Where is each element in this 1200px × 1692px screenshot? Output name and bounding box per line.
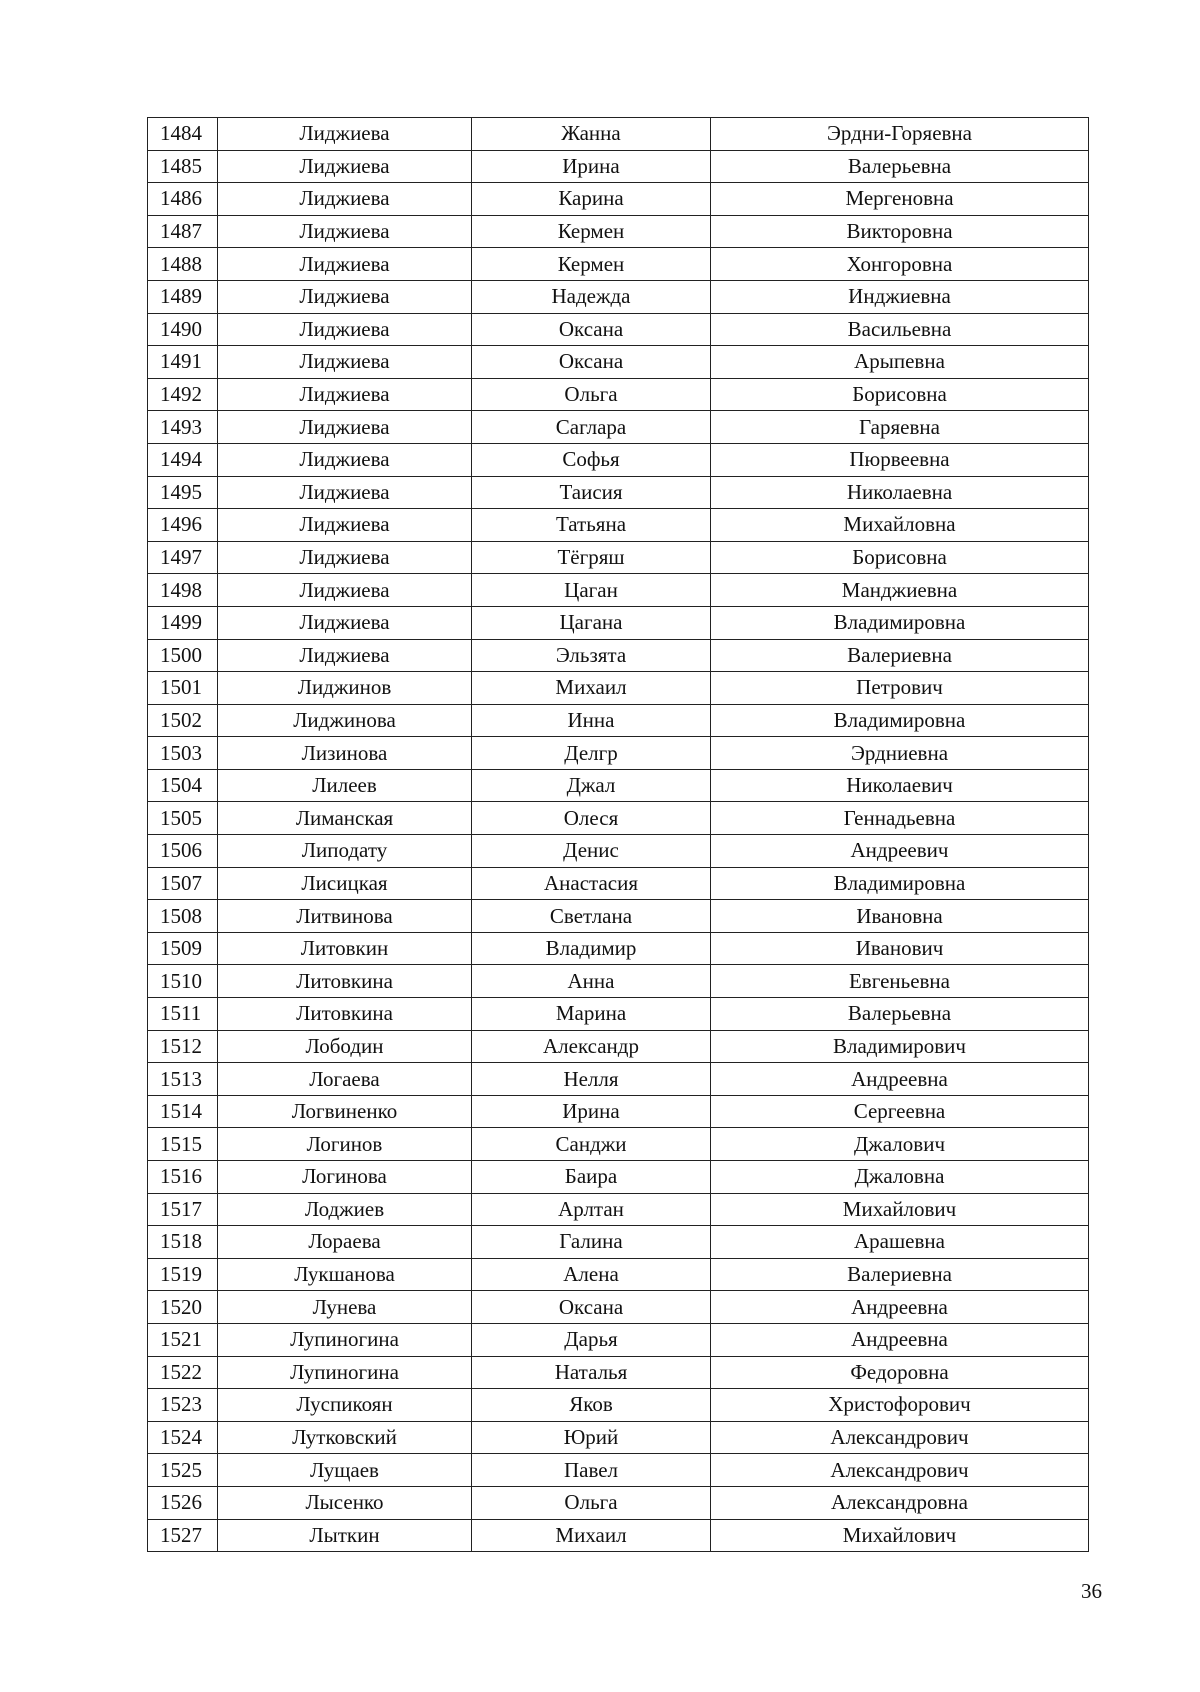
table-row bbox=[148, 378, 1089, 411]
page-number: 36 bbox=[1081, 1579, 1102, 1603]
patronymic-cell: Андреевна bbox=[711, 1063, 1089, 1096]
row-number-cell: 1511 bbox=[148, 998, 218, 1031]
table-row bbox=[148, 118, 1089, 151]
first-name-cell: Нелля bbox=[472, 1063, 711, 1096]
table-row bbox=[148, 672, 1089, 705]
last-name-cell: Лупиногина bbox=[218, 1323, 472, 1356]
row-number-cell: 1501 bbox=[148, 672, 218, 705]
row-number-cell: 1493 bbox=[148, 411, 218, 444]
first-name-cell: Владимир bbox=[472, 932, 711, 965]
patronymic-cell: Хонгоровна bbox=[711, 248, 1089, 281]
first-name-cell: Ирина bbox=[472, 1095, 711, 1128]
table-row bbox=[148, 1128, 1089, 1161]
first-name-cell: Кермен bbox=[472, 215, 711, 248]
last-name-cell: Лиджиева bbox=[218, 574, 472, 607]
table-row bbox=[148, 541, 1089, 574]
patronymic-cell: Александрович bbox=[711, 1421, 1089, 1454]
patronymic-cell: Петрович bbox=[711, 672, 1089, 705]
patronymic-cell: Иванович bbox=[711, 932, 1089, 965]
table-row bbox=[148, 1323, 1089, 1356]
first-name-cell: Арлтан bbox=[472, 1193, 711, 1226]
first-name-cell: Оксана bbox=[472, 346, 711, 379]
table-row bbox=[148, 1356, 1089, 1389]
first-name-cell: Таисия bbox=[472, 476, 711, 509]
table-row bbox=[148, 183, 1089, 216]
row-number-cell: 1494 bbox=[148, 443, 218, 476]
last-name-cell: Лилеев bbox=[218, 769, 472, 802]
last-name-cell: Литовкина bbox=[218, 998, 472, 1031]
patronymic-cell: Эрдниевна bbox=[711, 737, 1089, 770]
first-name-cell: Оксана bbox=[472, 313, 711, 346]
last-name-cell: Логинова bbox=[218, 1161, 472, 1194]
table-row bbox=[148, 1095, 1089, 1128]
first-name-cell: Анна bbox=[472, 965, 711, 998]
patronymic-cell: Владимировна bbox=[711, 606, 1089, 639]
first-name-cell: Юрий bbox=[472, 1421, 711, 1454]
patronymic-cell: Валериевна bbox=[711, 639, 1089, 672]
last-name-cell: Логвиненко bbox=[218, 1095, 472, 1128]
patronymic-cell: Гаряевна bbox=[711, 411, 1089, 444]
row-number-cell: 1486 bbox=[148, 183, 218, 216]
table-row bbox=[148, 769, 1089, 802]
first-name-cell: Кермен bbox=[472, 248, 711, 281]
patronymic-cell: Ивановна bbox=[711, 900, 1089, 933]
row-number-cell: 1499 bbox=[148, 606, 218, 639]
first-name-cell: Александр bbox=[472, 1030, 711, 1063]
patronymic-cell: Борисовна bbox=[711, 378, 1089, 411]
table-row bbox=[148, 1030, 1089, 1063]
table-row bbox=[148, 737, 1089, 770]
last-name-cell: Лиджиева bbox=[218, 541, 472, 574]
row-number-cell: 1492 bbox=[148, 378, 218, 411]
last-name-cell: Липодату bbox=[218, 835, 472, 868]
table-row bbox=[148, 443, 1089, 476]
table-row bbox=[148, 411, 1089, 444]
patronymic-cell: Джалович bbox=[711, 1128, 1089, 1161]
last-name-cell: Лыткин bbox=[218, 1519, 472, 1552]
row-number-cell: 1500 bbox=[148, 639, 218, 672]
last-name-cell: Литовкина bbox=[218, 965, 472, 998]
row-number-cell: 1496 bbox=[148, 509, 218, 542]
row-number-cell: 1514 bbox=[148, 1095, 218, 1128]
patronymic-cell: Васильевна bbox=[711, 313, 1089, 346]
row-number-cell: 1519 bbox=[148, 1258, 218, 1291]
table-row bbox=[148, 150, 1089, 183]
first-name-cell: Жанна bbox=[472, 118, 711, 151]
table-row bbox=[148, 704, 1089, 737]
last-name-cell: Лиджиева bbox=[218, 248, 472, 281]
table-row bbox=[148, 248, 1089, 281]
patronymic-cell: Николаевна bbox=[711, 476, 1089, 509]
row-number-cell: 1520 bbox=[148, 1291, 218, 1324]
row-number-cell: 1498 bbox=[148, 574, 218, 607]
table-row bbox=[148, 1389, 1089, 1422]
row-number-cell: 1516 bbox=[148, 1161, 218, 1194]
patronymic-cell: Евгеньевна bbox=[711, 965, 1089, 998]
table-row bbox=[148, 313, 1089, 346]
patronymic-cell: Андреевна bbox=[711, 1291, 1089, 1324]
first-name-cell: Татьяна bbox=[472, 509, 711, 542]
patronymic-cell: Андреевна bbox=[711, 1323, 1089, 1356]
table-row bbox=[148, 1421, 1089, 1454]
first-name-cell: Михаил bbox=[472, 672, 711, 705]
row-number-cell: 1491 bbox=[148, 346, 218, 379]
first-name-cell: Денис bbox=[472, 835, 711, 868]
row-number-cell: 1490 bbox=[148, 313, 218, 346]
last-name-cell: Лиджиева bbox=[218, 215, 472, 248]
patronymic-cell: Владимировна bbox=[711, 867, 1089, 900]
last-name-cell: Лиджиева bbox=[218, 183, 472, 216]
last-name-cell: Лиджинов bbox=[218, 672, 472, 705]
patronymic-cell: Михайлович bbox=[711, 1193, 1089, 1226]
last-name-cell: Лисицкая bbox=[218, 867, 472, 900]
row-number-cell: 1522 bbox=[148, 1356, 218, 1389]
row-number-cell: 1503 bbox=[148, 737, 218, 770]
table-row bbox=[148, 802, 1089, 835]
patronymic-cell: Борисовна bbox=[711, 541, 1089, 574]
last-name-cell: Лысенко bbox=[218, 1486, 472, 1519]
row-number-cell: 1489 bbox=[148, 280, 218, 313]
table-row bbox=[148, 639, 1089, 672]
last-name-cell: Лиджиева bbox=[218, 509, 472, 542]
row-number-cell: 1512 bbox=[148, 1030, 218, 1063]
table-row bbox=[148, 965, 1089, 998]
row-number-cell: 1488 bbox=[148, 248, 218, 281]
first-name-cell: Оксана bbox=[472, 1291, 711, 1324]
first-name-cell: Надежда bbox=[472, 280, 711, 313]
table-row bbox=[148, 476, 1089, 509]
last-name-cell: Лупиногина bbox=[218, 1356, 472, 1389]
first-name-cell: Тёгряш bbox=[472, 541, 711, 574]
table-row bbox=[148, 900, 1089, 933]
table-row bbox=[148, 1486, 1089, 1519]
table-row bbox=[148, 998, 1089, 1031]
last-name-cell: Лизинова bbox=[218, 737, 472, 770]
table-row bbox=[148, 1519, 1089, 1552]
last-name-cell: Лиджиева bbox=[218, 150, 472, 183]
row-number-cell: 1527 bbox=[148, 1519, 218, 1552]
last-name-cell: Лущаев bbox=[218, 1454, 472, 1487]
patronymic-cell: Владимирович bbox=[711, 1030, 1089, 1063]
patronymic-cell: Джаловна bbox=[711, 1161, 1089, 1194]
first-name-cell: Эльзята bbox=[472, 639, 711, 672]
last-name-cell: Лораева bbox=[218, 1226, 472, 1259]
patronymic-cell: Николаевич bbox=[711, 769, 1089, 802]
first-name-cell: Цагана bbox=[472, 606, 711, 639]
first-name-cell: Карина bbox=[472, 183, 711, 216]
patronymic-cell: Валерьевна bbox=[711, 150, 1089, 183]
last-name-cell: Лиманская bbox=[218, 802, 472, 835]
first-name-cell: Софья bbox=[472, 443, 711, 476]
first-name-cell: Ольга bbox=[472, 1486, 711, 1519]
row-number-cell: 1508 bbox=[148, 900, 218, 933]
row-number-cell: 1507 bbox=[148, 867, 218, 900]
patronymic-cell: Христофорович bbox=[711, 1389, 1089, 1422]
table-row bbox=[148, 574, 1089, 607]
row-number-cell: 1505 bbox=[148, 802, 218, 835]
last-name-cell: Литовкин bbox=[218, 932, 472, 965]
patronymic-cell: Эрдни-Горяевна bbox=[711, 118, 1089, 151]
row-number-cell: 1485 bbox=[148, 150, 218, 183]
last-name-cell: Лиджиева bbox=[218, 378, 472, 411]
first-name-cell: Галина bbox=[472, 1226, 711, 1259]
patronymic-cell: Арыпевна bbox=[711, 346, 1089, 379]
patronymic-cell: Геннадьевна bbox=[711, 802, 1089, 835]
last-name-cell: Литвинова bbox=[218, 900, 472, 933]
last-name-cell: Лоджиев bbox=[218, 1193, 472, 1226]
patronymic-cell: Арашевна bbox=[711, 1226, 1089, 1259]
first-name-cell: Инна bbox=[472, 704, 711, 737]
table-row bbox=[148, 932, 1089, 965]
last-name-cell: Лиджиева bbox=[218, 346, 472, 379]
last-name-cell: Лиджиева bbox=[218, 118, 472, 151]
last-name-cell: Лиджиева bbox=[218, 313, 472, 346]
table-row bbox=[148, 1454, 1089, 1487]
patronymic-cell: Александрович bbox=[711, 1454, 1089, 1487]
first-name-cell: Баира bbox=[472, 1161, 711, 1194]
table-row bbox=[148, 346, 1089, 379]
row-number-cell: 1510 bbox=[148, 965, 218, 998]
first-name-cell: Санджи bbox=[472, 1128, 711, 1161]
row-number-cell: 1523 bbox=[148, 1389, 218, 1422]
row-number-cell: 1495 bbox=[148, 476, 218, 509]
table-row bbox=[148, 1258, 1089, 1291]
first-name-cell: Яков bbox=[472, 1389, 711, 1422]
table-row bbox=[148, 509, 1089, 542]
table-row bbox=[148, 1291, 1089, 1324]
first-name-cell: Анастасия bbox=[472, 867, 711, 900]
first-name-cell: Михаил bbox=[472, 1519, 711, 1552]
last-name-cell: Лунева bbox=[218, 1291, 472, 1324]
row-number-cell: 1518 bbox=[148, 1226, 218, 1259]
patronymic-cell: Михайлович bbox=[711, 1519, 1089, 1552]
row-number-cell: 1525 bbox=[148, 1454, 218, 1487]
name-list-table bbox=[147, 117, 1089, 1552]
patronymic-cell: Валериевна bbox=[711, 1258, 1089, 1291]
table-row bbox=[148, 1063, 1089, 1096]
last-name-cell: Лутковский bbox=[218, 1421, 472, 1454]
first-name-cell: Дарья bbox=[472, 1323, 711, 1356]
row-number-cell: 1509 bbox=[148, 932, 218, 965]
table-row bbox=[148, 280, 1089, 313]
last-name-cell: Лиджиева bbox=[218, 443, 472, 476]
first-name-cell: Ирина bbox=[472, 150, 711, 183]
patronymic-cell: Сергеевна bbox=[711, 1095, 1089, 1128]
last-name-cell: Лиджинова bbox=[218, 704, 472, 737]
first-name-cell: Наталья bbox=[472, 1356, 711, 1389]
first-name-cell: Цаган bbox=[472, 574, 711, 607]
last-name-cell: Лиджиева bbox=[218, 639, 472, 672]
row-number-cell: 1524 bbox=[148, 1421, 218, 1454]
table-row bbox=[148, 1193, 1089, 1226]
row-number-cell: 1497 bbox=[148, 541, 218, 574]
table-row bbox=[148, 606, 1089, 639]
row-number-cell: 1517 bbox=[148, 1193, 218, 1226]
row-number-cell: 1515 bbox=[148, 1128, 218, 1161]
first-name-cell: Делгр bbox=[472, 737, 711, 770]
table-row bbox=[148, 835, 1089, 868]
row-number-cell: 1513 bbox=[148, 1063, 218, 1096]
table-row bbox=[148, 1226, 1089, 1259]
row-number-cell: 1502 bbox=[148, 704, 218, 737]
row-number-cell: 1504 bbox=[148, 769, 218, 802]
patronymic-cell: Инджиевна bbox=[711, 280, 1089, 313]
last-name-cell: Логаева bbox=[218, 1063, 472, 1096]
row-number-cell: 1487 bbox=[148, 215, 218, 248]
patronymic-cell: Валерьевна bbox=[711, 998, 1089, 1031]
first-name-cell: Саглара bbox=[472, 411, 711, 444]
last-name-cell: Лободин bbox=[218, 1030, 472, 1063]
table-row bbox=[148, 215, 1089, 248]
row-number-cell: 1521 bbox=[148, 1323, 218, 1356]
patronymic-cell: Александровна bbox=[711, 1486, 1089, 1519]
first-name-cell: Олеся bbox=[472, 802, 711, 835]
first-name-cell: Ольга bbox=[472, 378, 711, 411]
patronymic-cell: Владимировна bbox=[711, 704, 1089, 737]
table-row bbox=[148, 867, 1089, 900]
patronymic-cell: Мергеновна bbox=[711, 183, 1089, 216]
last-name-cell: Логинов bbox=[218, 1128, 472, 1161]
last-name-cell: Лиджиева bbox=[218, 280, 472, 313]
name-list-body bbox=[148, 118, 1089, 1552]
last-name-cell: Луспикоян bbox=[218, 1389, 472, 1422]
first-name-cell: Павел bbox=[472, 1454, 711, 1487]
first-name-cell: Марина bbox=[472, 998, 711, 1031]
first-name-cell: Джал bbox=[472, 769, 711, 802]
patronymic-cell: Манджиевна bbox=[711, 574, 1089, 607]
row-number-cell: 1526 bbox=[148, 1486, 218, 1519]
first-name-cell: Светлана bbox=[472, 900, 711, 933]
last-name-cell: Лиджиева bbox=[218, 606, 472, 639]
row-number-cell: 1506 bbox=[148, 835, 218, 868]
patronymic-cell: Викторовна bbox=[711, 215, 1089, 248]
last-name-cell: Лиджиева bbox=[218, 411, 472, 444]
patronymic-cell: Андреевич bbox=[711, 835, 1089, 868]
last-name-cell: Лукшанова bbox=[218, 1258, 472, 1291]
first-name-cell: Алена bbox=[472, 1258, 711, 1291]
patronymic-cell: Михайловна bbox=[711, 509, 1089, 542]
last-name-cell: Лиджиева bbox=[218, 476, 472, 509]
patronymic-cell: Пюрвеевна bbox=[711, 443, 1089, 476]
row-number-cell: 1484 bbox=[148, 118, 218, 151]
table-row bbox=[148, 1161, 1089, 1194]
patronymic-cell: Федоровна bbox=[711, 1356, 1089, 1389]
